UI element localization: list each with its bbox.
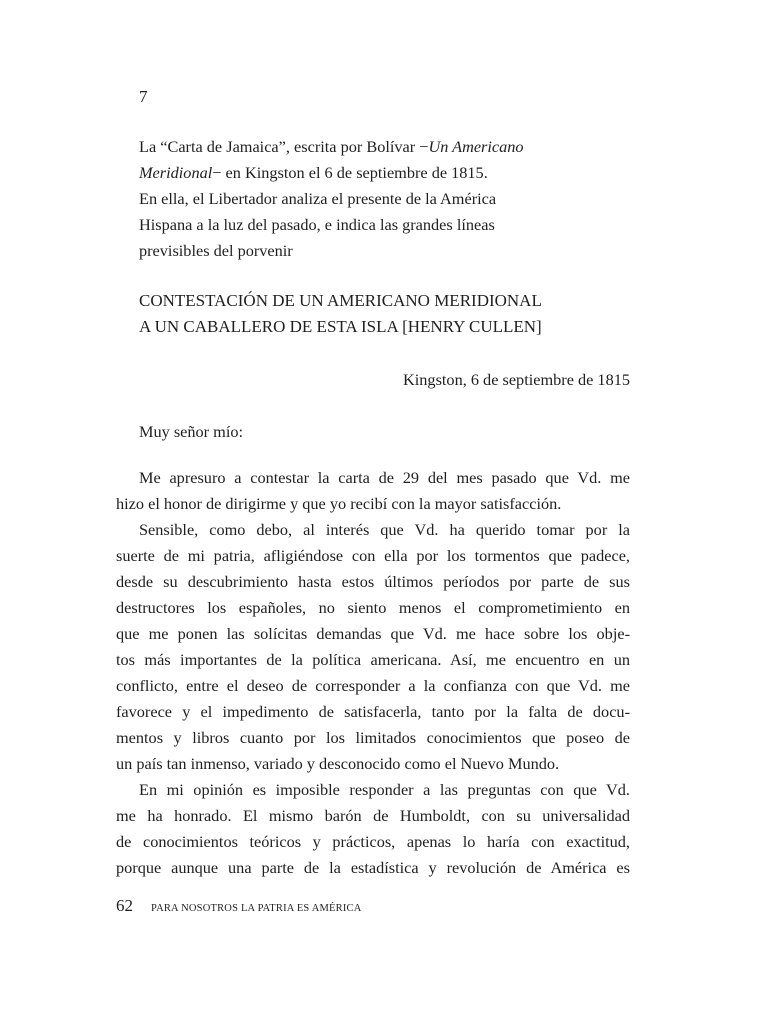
body-line: hizo el honor de dirigirme y que yo recibí con la mayor satisfacción.: [116, 494, 562, 513]
running-title: PARA NOSOTROS LA PATRIA ES AMÉRICA: [151, 903, 362, 914]
body-line: En mi opinión es imposible responder a las preguntas con que Vd.: [139, 780, 630, 799]
body-line: favorece y el impedimento de satisfacerla, tanto por la falta de docu-: [116, 702, 630, 721]
body-line: de conocimientos teóricos y prácticos, apenas lo haría con exactitud,: [116, 832, 630, 851]
body-line: que me ponen las solícitas demandas que Vd. me hace sobre los obje-: [116, 624, 630, 643]
intro-italic-text: Meridional: [139, 163, 213, 182]
chapter-introduction: [139, 134, 599, 264]
body-line: me ha honrado. El mismo barón de Humboldt, con su universalidad: [116, 806, 630, 825]
body-line: Sensible, como debo, al interés que Vd. ha querido tomar por la: [139, 520, 630, 539]
body-line: un país tan inmenso, variado y desconocido como el Nuevo Mundo.: [116, 754, 560, 773]
intro-line-3: En ella, el Libertador analiza el presente de la América: [139, 189, 497, 208]
intro-line-1: [139, 134, 599, 160]
body-line: desde su descubrimiento hasta estos últimos períodos por parte de sus: [116, 572, 630, 591]
intro-italic-text: Un Americano: [428, 137, 524, 156]
page-number: 62: [116, 896, 133, 915]
body-line: mentos y libros cuanto por los limitados conocimientos que poseo de: [116, 728, 630, 747]
intro-line-1-text: La “Carta de Jamaica”, escrita por Bolívar: [139, 137, 420, 156]
intro-dash: −: [419, 137, 429, 156]
intro-line-2: [139, 160, 599, 186]
intro-line-5: previsibles del porvenir: [139, 241, 293, 260]
letter-dateline: Kingston, 6 de septiembre de 1815: [403, 370, 630, 389]
chapter-number: 7: [139, 87, 148, 106]
letter-heading-line-2: A UN CABALLERO DE ESTA ISLA [HENRY CULLEN]: [139, 317, 542, 336]
body-line: tos más importantes de la política americana. Así, me encuentro en un: [116, 650, 630, 669]
letter-heading: [139, 288, 639, 340]
body-line: Me apresuro a contestar la carta de 29 del mes pasado que Vd. me: [139, 468, 630, 487]
letter-heading-line-1: CONTESTACIÓN DE UN AMERICANO MERIDIONAL: [139, 291, 542, 310]
body-line: porque aunque una parte de la estadística y revolución de América es: [116, 858, 630, 877]
body-line: conflicto, entre el deseo de corresponder a la confianza con que Vd. me: [116, 676, 630, 695]
body-line: destructores los españoles, no siento menos el comprometimiento en: [116, 598, 630, 617]
body-line: suerte de mi patria, afligiéndose con ella por los tormentos que padece,: [116, 546, 630, 565]
page-footer: [116, 894, 636, 918]
intro-line-4: Hispana a la luz del pasado, e indica las grandes líneas: [139, 215, 495, 234]
intro-line-2-text: − en Kingston el 6 de septiembre de 1815.: [212, 163, 488, 182]
letter-body: [116, 465, 630, 881]
letter-salutation: Muy señor mío:: [139, 422, 244, 441]
